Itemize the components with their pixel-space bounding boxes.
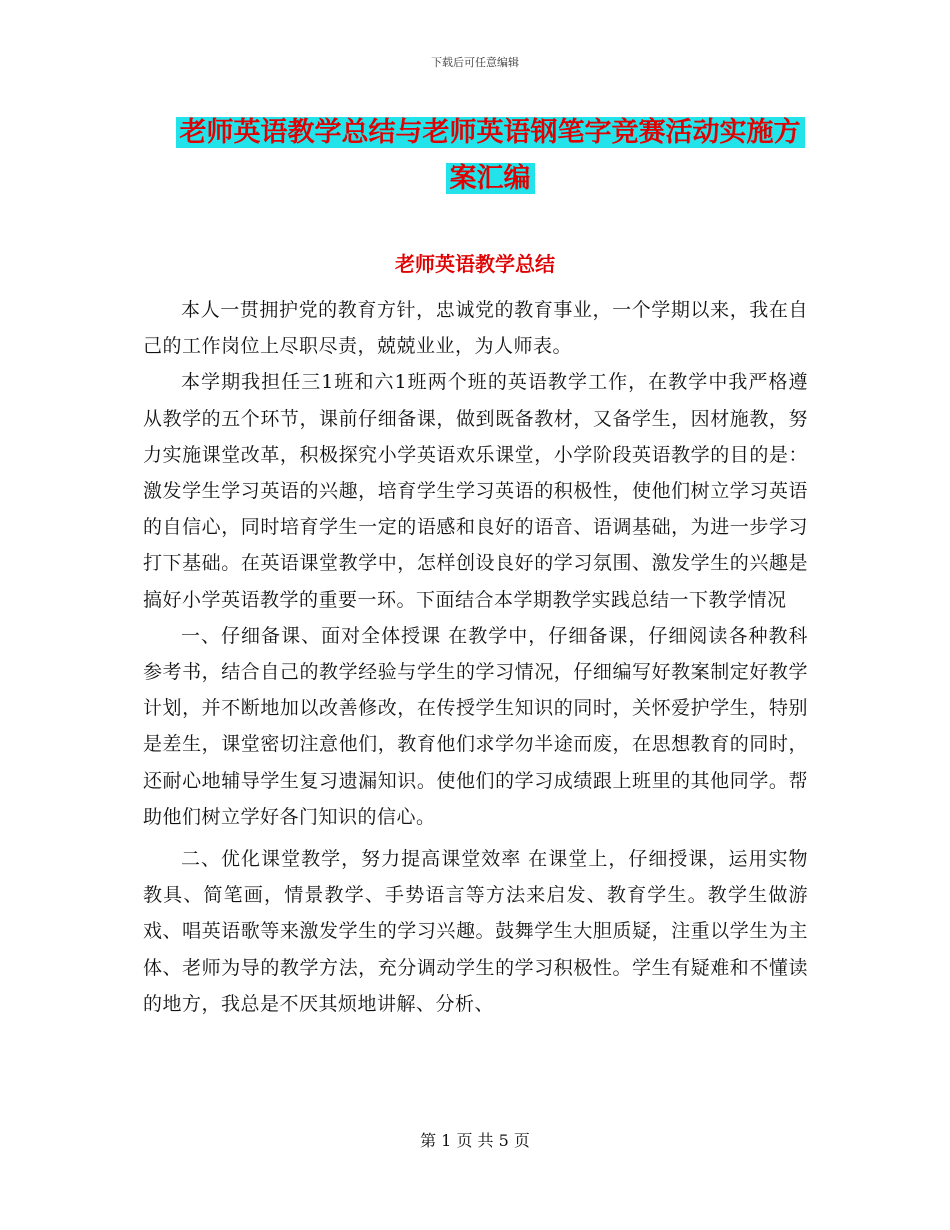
section-title: 老师英语教学总结 (395, 252, 555, 276)
paragraph: 二、优化课堂教学，努力提高课堂效率 在课堂上，仔细授课，运用实物教具、简笔画，情景教学、手势语言等方法来启发、教育学生。教学生做游戏、唱英语歌等来激发学生的学习兴趣。鼓舞学生大胆质疑，注重以学生为主体、老师为导的教学方法，充分调动学生的学习积极性。学生有疑难和不懂读的地方，我总是不厌其烦地讲解、分析、 (143, 848, 808, 1015)
document-title (150, 110, 830, 202)
page-number: 第 1 页 共 5 页 (420, 1131, 530, 1150)
document-title-line-1: 老师英语教学总结与老师英语钢笔字竞赛活动实施方 (176, 117, 805, 148)
document-body (143, 292, 808, 1022)
header-note: 下载后可任意编辑 (431, 56, 519, 69)
document-title-line-2: 案汇编 (446, 163, 535, 194)
paragraph: 一、仔细备课、面对全体授课 在教学中，仔细备课，仔细阅读各种教科参考书，结合自己的教学经验与学生的学习情况，仔细编写好教案制定好教学计划，并不断地加以改善修改，在传授学生知识的同时，关怀爱护学生，特别是差生，课堂密切注意他们，教育他们求学勿半途而废，在思想教育的同时，还耐心地辅导学生复习遗漏知识。使他们的学习成绩跟上班里的其他同学。帮助他们树立学好各门知识的信心。 (143, 624, 808, 828)
paragraph: 本人一贯拥护党的教育方针，忠诚党的教育事业，一个学期以来，我在自己的工作岗位上尽职尽责，兢兢业业，为人师表。 (143, 299, 808, 358)
paragraph: 本学期我担任三1班和六1班两个班的英语教学工作，在教学中我严格遵从教学的五个环节，课前仔细备课，做到既备教材，又备学生，因材施教，努力实施课堂改革，积极探究小学英语欢乐课堂，小学阶段英语教学的目的是：激发学生学习英语的兴趣，培育学生学习英语的积极性，使他们树立学习英语的自信心，同时培育学生一定的语感和良好的语音、语调基础，为进一步学习打下基础。在英语课堂教学中，怎样创设良好的学习氛围、激发学生的兴趣是搞好小学英语教学的重要一环。下面结合本学期教学实践总结一下教学情况 (143, 371, 808, 611)
